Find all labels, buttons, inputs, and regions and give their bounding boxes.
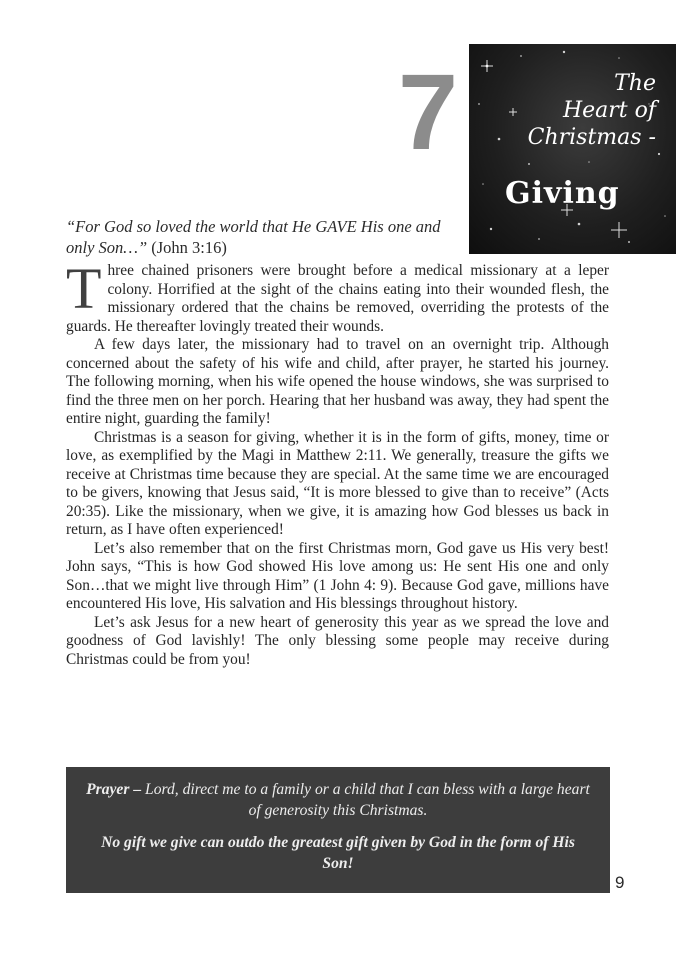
body-paragraph: Christmas is a season for giving, whether it is in the form of gifts, money, time or love, as exemplified by the Magi in Matthew 2:11. We generally, treasure the gifts we receive at Christmas time because they are special. At the same time we are encouraged to be givers, knowing that Jesus said, “It is more blessed to give than to receive” (Acts 20:35). Like the missionary, when we give, it is amazing how God blesses us back in return, as I have often experienced! xyxy=(66,428,609,538)
body-paragraph: A few days later, the missionary had to travel on an overnight trip. Although concerned about the safety of his wife and child, after prayer, he started his journey. The following morning, when his wife opened the house windows, she was surprised to find the three men on her porch. Hearing that her husband was away, they had spent the entire night, guarding the family! xyxy=(66,336,609,427)
body-paragraph xyxy=(66,256,609,336)
chapter-title-script: The Heart of Christmas - xyxy=(527,71,656,150)
verse-quote: “For God so loved the world that He GAVE His one and only Son…” xyxy=(66,217,441,257)
drop-cap: T xyxy=(66,256,102,321)
prayer-box xyxy=(66,767,610,893)
prayer-text xyxy=(84,779,592,821)
chapter-title-main: Giving xyxy=(505,176,620,211)
chapter-number: 7 xyxy=(398,51,457,172)
opening-verse xyxy=(66,216,466,258)
devotional-body xyxy=(66,256,609,669)
chapter-title-panel xyxy=(469,44,676,254)
paragraph-text: hree chained prisoners were brought before a medical missionary at a leper colony. Horrified at the sight of the chains eating into their wounded flesh, the missionary ordered that the chains be removed, overriding the protests of the guards. He thereafter lovingly treated their wounds. xyxy=(66,262,609,335)
prayer-label: Prayer – xyxy=(86,781,142,798)
page-number: 9 xyxy=(615,873,625,892)
body-paragraph: Let’s also remember that on the first Christmas morn, God gave us His very best! John says, “This is how God showed His love among us: He sent His one and only Son…that we might live through Him” (1 John 4: 9). Because God gave, millions have encountered His love, His salvation and His blessings throughout history. xyxy=(66,539,609,612)
verse-reference: (John 3:16) xyxy=(151,238,227,257)
body-paragraph: Let’s ask Jesus for a new heart of generosity this year as we spread the love and goodness of God lavishly! The only blessing some people may receive during Christmas could be from you! xyxy=(66,613,609,668)
prayer-body: Lord, direct me to a family or a child that I can bless with a large heart of generosity this Christmas. xyxy=(145,781,590,819)
prayer-closing: No gift we give can outdo the greatest gift given by God in the form of His Son! xyxy=(101,834,575,872)
